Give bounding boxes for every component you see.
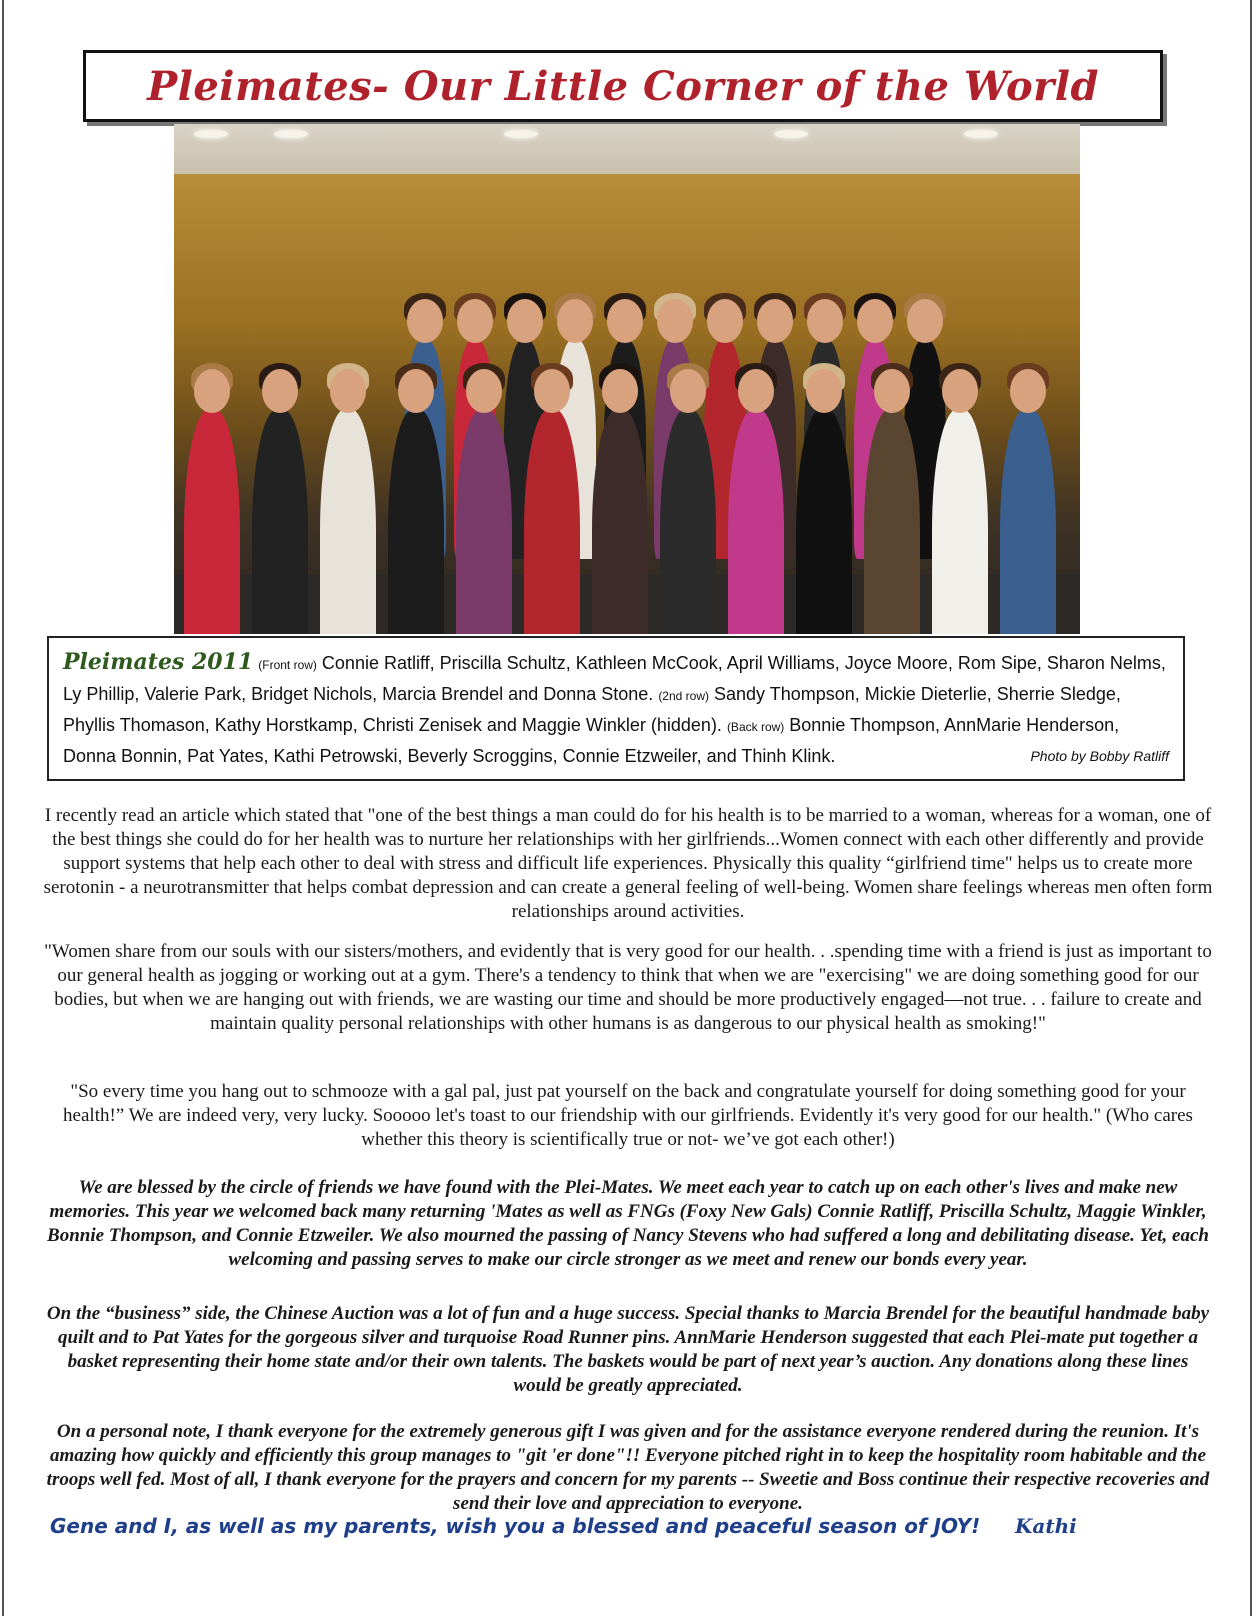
photo-person-face	[942, 369, 978, 413]
photo-person-face	[1010, 369, 1046, 413]
second-row-names: Sandy Thompson, Mickie Dieterlie, Sherrie Sledge, Phyllis Thomason, Kathy Horstkamp, Christi Zenisek and Maggie Winkler (hidden).	[63, 684, 1121, 735]
photo-person	[592, 409, 648, 634]
photo-person-face	[857, 299, 893, 343]
photo-person-face	[874, 369, 910, 413]
photo-person	[184, 409, 240, 634]
photo-person-face	[757, 299, 793, 343]
ceiling-light	[964, 130, 998, 138]
photo-person	[524, 409, 580, 634]
photo-person-face	[602, 369, 638, 413]
photo-person-face	[398, 369, 434, 413]
title-banner	[83, 50, 1163, 122]
photo-caption	[47, 636, 1185, 781]
photo-person-face	[557, 299, 593, 343]
photo-person-face	[262, 369, 298, 413]
photo-person	[660, 409, 716, 634]
photo-person-face	[807, 299, 843, 343]
photo-person	[728, 409, 784, 634]
photo-person-face	[407, 299, 443, 343]
back-row-names: Bonnie Thompson, AnnMarie Henderson, Donna Bonnin, Pat Yates, Kathi Petrowski, Beverly Scroggins, Connie Etzweiler, and Thinh Klink.	[63, 715, 1120, 766]
page-title: Pleimates- Our Little Corner of the World	[147, 62, 1099, 110]
photo-person	[796, 409, 852, 634]
photo-person-face	[907, 299, 943, 343]
photo-person-face	[194, 369, 230, 413]
photo-person-face	[607, 299, 643, 343]
ceiling-light	[774, 130, 808, 138]
photo-person	[864, 409, 920, 634]
photo-person-face	[466, 369, 502, 413]
photo-person-face	[507, 299, 543, 343]
photo-person	[388, 409, 444, 634]
photo-person	[932, 409, 988, 634]
caption-heading: Pleimates 2011	[63, 649, 254, 675]
paragraph-6: On a personal note, I thank everyone for the extremely generous gift I was given and for the assistance everyone rendered during the reunion. It's amazing how quickly and efficiently this group manages to "git 'er done"!! Everyone pitched right in to keep the hospitality room habitable and the troops well fed. Most of all, I thank everyone for the prayers and concern for my parents -- Sweetie and Boss continue their respective recoveries and send their love and appreciation to everyone.	[46, 1421, 1210, 1514]
closing-line: Gene and I, as well as my parents, wish you a blessed and peaceful season of JOY!	[50, 1514, 981, 1538]
photo-person-face	[707, 299, 743, 343]
photo-person	[252, 409, 308, 634]
photo-person-face	[670, 369, 706, 413]
ceiling-light	[194, 130, 228, 138]
paragraph-3: "So every time you hang out to schmooze with a gal pal, just pat yourself on the back and congratulate yourself for doing something good for your health!” We are indeed very, very lucky. Sooooo let's toast to our friendship with our girlfriends. Evidently it's very good for our health." (Who cares whether this theory is scientifically true or not- we’ve got each other!)	[63, 1081, 1193, 1150]
paragraph-1: I recently read an article which stated that "one of the best things a man could do for his health is to be married to a woman, whereas for a woman, one of the best things she could do for her health was to nurture her relationships with her girlfriends...Women connect with each other differently and provide support systems that help each other to deal with stress and difficult life experiences. Physically this quality “girlfriend time" helps us to create more serotonin - a neurotransmitter that helps combat depression and can create a general feeling of well-being. Women share feelings whereas men often form relationships around activities.	[43, 805, 1213, 922]
second-row-label: (2nd row)	[658, 689, 709, 703]
front-row-names: Connie Ratliff, Priscilla Schultz, Kathleen McCook, April Williams, Joyce Moore, Rom Sipe, Sharon Nelms, Ly Phillip, Valerie Park, Bridget Nichols, Marcia Brendel and Donna Stone.	[63, 653, 1166, 704]
photo-credit: Photo by Bobby Ratliff	[1030, 748, 1169, 764]
photo-person-face	[806, 369, 842, 413]
photo-person-face	[657, 299, 693, 343]
back-row-label: (Back row)	[726, 720, 785, 734]
ceiling-light	[274, 130, 308, 138]
group-photo	[174, 124, 1080, 634]
paragraph-4: We are blessed by the circle of friends we have found with the Plei-Mates. We meet each year to catch up on each other's lives and make new memories. This year we welcomed back many returning 'Mates as well as FNGs (Foxy New Gals) Connie Ratliff, Priscilla Schultz, Maggie Winkler, Bonnie Thompson, and Connie Etzweiler. We also mourned the passing of Nancy Stevens who had suffered a long and debilitating disease. Yet, each welcoming and passing serves to make our circle stronger as we meet and renew our bonds every year.	[47, 1177, 1209, 1270]
paragraph-5: On the “business” side, the Chinese Auction was a lot of fun and a huge success. Special thanks to Marcia Brendel for the beautiful handmade baby quilt and to Pat Yates for the gorgeous silver and turquoise Road Runner pins. AnnMarie Henderson suggested that each Plei-mate put together a basket representing their home state and/or their own talents. The baskets would be part of next year’s auction. Any donations along these lines would be greatly appreciated.	[46, 1303, 1210, 1396]
photo-person-face	[738, 369, 774, 413]
photo-person-face	[330, 369, 366, 413]
photo-person-face	[534, 369, 570, 413]
photo-person-face	[457, 299, 493, 343]
photo-person	[456, 409, 512, 634]
front-row-label: (Front row)	[258, 658, 317, 672]
photo-person	[320, 409, 376, 634]
photo-ceiling	[174, 124, 1080, 174]
signature: Kathi	[1015, 1514, 1077, 1538]
photo-person	[1000, 409, 1056, 634]
paragraph-2: "Women share from our souls with our sisters/mothers, and evidently that is very good for our health. . .spending time with a friend is just as important to our general health as jogging or working out at a gym. There's a tendency to think that when we are "exercising" we are doing something good for our bodies, but when we are hanging out with friends, we are wasting our time and should be more productively engaged—not true. . . failure to create and maintain quality personal relationships with other humans is as dangerous to our physical health as smoking!"	[44, 941, 1212, 1034]
ceiling-light	[504, 130, 538, 138]
